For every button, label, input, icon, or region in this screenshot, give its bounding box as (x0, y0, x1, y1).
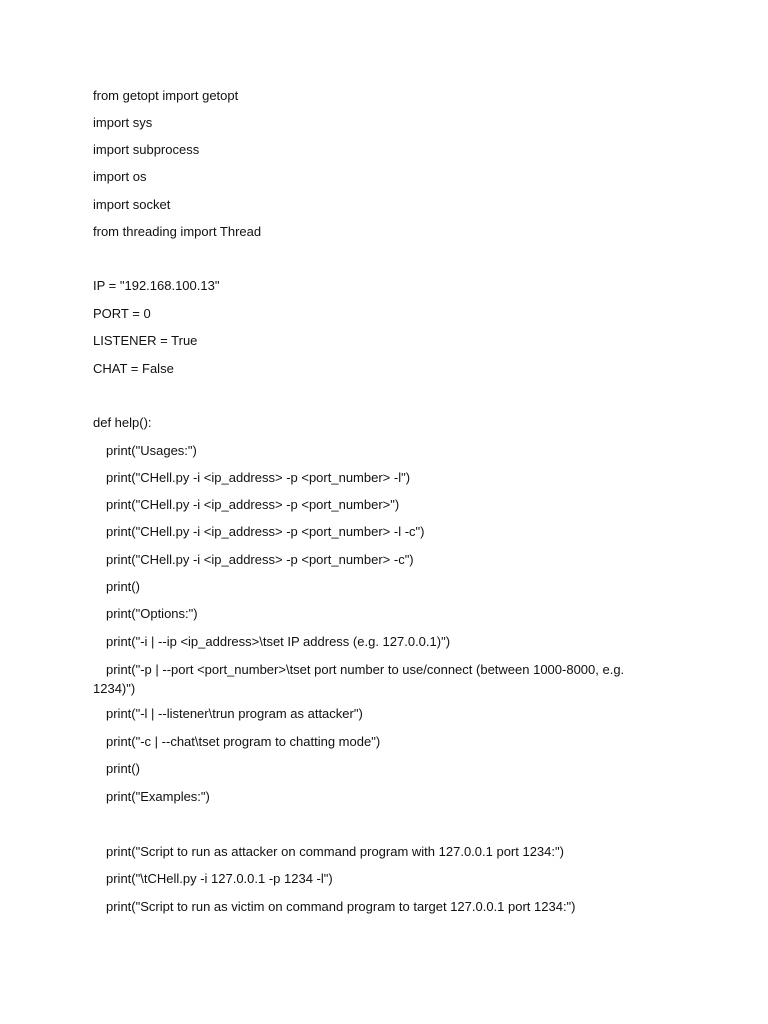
code-line-import-subprocess: import subprocess (93, 142, 200, 157)
code-line-print-example-attacker: print("Script to run as attacker on command program with 127.0.0.1 port 1234:") (106, 844, 564, 859)
code-line-import-os: import os (93, 169, 147, 184)
code-line-print-usage-4: print("CHell.py -i <ip_address> -p <port_number> -c") (106, 552, 414, 567)
code-line-print-option-chat: print("-c | --chat\tset program to chatting mode") (106, 734, 381, 749)
code-line-print-empty-1: print() (106, 579, 140, 594)
code-line-print-empty-2: print() (106, 761, 140, 776)
code-line-def-help: def help(): (93, 415, 152, 430)
code-line-print-option-listener: print("-l | --listener\trun program as attacker") (106, 706, 363, 721)
code-line-port: PORT = 0 (93, 306, 151, 321)
code-line-print-option-port: print("-p | --port <port_number>\tset port number to use/connect (between 1000-8000, e.g. 1234)") (93, 662, 628, 696)
code-line-print-usage-3: print("CHell.py -i <ip_address> -p <port_number> -l -c") (106, 524, 425, 539)
code-line-chat: CHAT = False (93, 361, 174, 376)
code-line-print-usage-1: print("CHell.py -i <ip_address> -p <port_number> -l") (106, 470, 411, 485)
code-line-print-usage-2: print("CHell.py -i <ip_address> -p <port_number>") (106, 497, 400, 512)
code-line-import-sys: import sys (93, 115, 153, 130)
code-line-import-getopt: from getopt import getopt (93, 88, 239, 103)
code-line-print-example-attacker-cmd: print("\tCHell.py -i 127.0.0.1 -p 1234 -l") (106, 871, 333, 886)
code-line-import-thread: from threading import Thread (93, 224, 262, 239)
code-line-print-options: print("Options:") (106, 606, 198, 621)
code-line-print-examples: print("Examples:") (106, 789, 210, 804)
code-line-listener: LISTENER = True (93, 333, 198, 348)
code-line-print-option-ip: print("-i | --ip <ip_address>\tset IP address (e.g. 127.0.0.1)") (106, 634, 451, 649)
code-line-print-usages: print("Usages:") (106, 443, 197, 458)
code-line-ip: IP = "192.168.100.13" (93, 278, 220, 293)
code-line-import-socket: import socket (93, 197, 171, 212)
code-line-print-example-victim: print("Script to run as victim on command program to target 127.0.0.1 port 1234:") (106, 899, 576, 914)
